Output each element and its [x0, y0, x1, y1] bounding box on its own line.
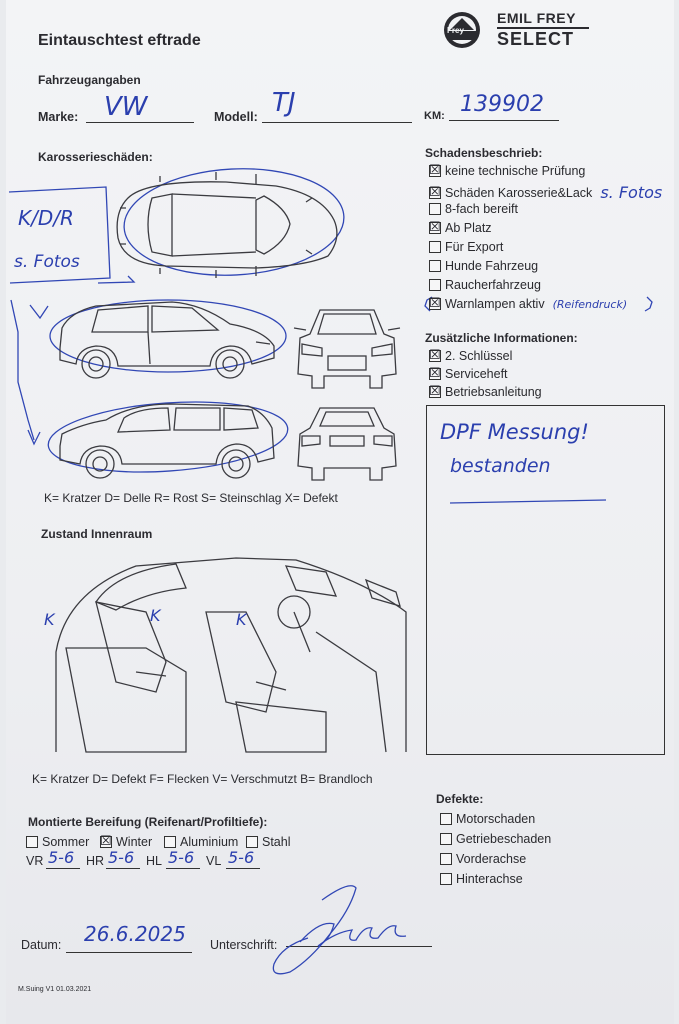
extra-info-item-0-label: 2. Schlüssel: [445, 349, 513, 363]
tire-type-1: [100, 835, 152, 849]
model-label: Modell:: [214, 110, 258, 124]
damage-item-3-checkbox[interactable]: [429, 219, 441, 234]
damage-item-0-label: keine technische Prüfung: [445, 164, 586, 178]
check-mark-icon: ☒: [100, 833, 112, 848]
damage-item-5-label: Hunde Fahrzeug: [445, 259, 539, 273]
damage-item-2-checkbox[interactable]: [429, 203, 441, 215]
tire-type-0-label: Sommer: [42, 835, 90, 849]
damage-item-2: [429, 202, 518, 216]
damage-item-4-label: Für Export: [445, 240, 504, 254]
extra-info-item-1-checkbox[interactable]: [429, 365, 441, 380]
tire-depth-line: [106, 868, 140, 869]
tire-type-2-checkbox[interactable]: [164, 836, 176, 848]
form-title: Eintauschtest eftrade: [38, 32, 201, 49]
extra-info-item-1-label: Serviceheft: [445, 367, 508, 381]
car-left-side-diagram: [52, 298, 282, 380]
tire-type-2-label: Aluminium: [180, 835, 239, 849]
damage-item-1-note: s. Fotos: [600, 183, 663, 202]
extra-info-item-0: [429, 349, 512, 363]
model-value: TJ: [272, 88, 296, 118]
brand-line-1: EMIL FREY: [497, 10, 576, 26]
tire-depth-hl[interactable]: [146, 848, 206, 872]
defects-heading: Defekte:: [436, 792, 484, 806]
damage-item-7-checkbox[interactable]: [429, 295, 441, 310]
damage-item-6-label: Raucherfahrzeug: [445, 278, 541, 292]
defect-item-1: [440, 832, 551, 846]
damage-desc-heading: Schadensbeschrieb:: [425, 146, 543, 160]
notes-line-2: bestanden: [450, 455, 551, 477]
tire-type-2: [164, 835, 238, 849]
defect-item-0: [440, 812, 535, 826]
notes-line-1: DPF Messung!: [440, 420, 589, 444]
damage-item-7: [429, 297, 627, 311]
tire-type-3-label: Stahl: [262, 835, 291, 849]
check-mark-icon: ☒: [429, 183, 441, 199]
defect-item-2-checkbox[interactable]: [440, 853, 452, 865]
tires-heading: Montierte Bereifung (Reifenart/Profiltiefe):: [28, 815, 268, 829]
tire-depth-label: VL: [206, 854, 222, 868]
extra-info-item-0-checkbox[interactable]: [429, 347, 441, 362]
extra-info-item-2-label: Betriebsanleitung: [445, 385, 542, 399]
defect-item-1-label: Getriebeschaden: [456, 832, 552, 846]
brand-line-2: SELECT: [497, 29, 575, 49]
handwritten-signature: [260, 880, 420, 980]
check-mark-icon: ☒: [429, 219, 441, 234]
body-note-1: K/D/R: [18, 206, 74, 230]
defect-item-3: [440, 872, 523, 886]
damage-item-6: [429, 278, 541, 292]
form-sheet: [6, 0, 674, 1024]
tire-type-0: [26, 835, 89, 849]
interior-mark-2: K: [150, 606, 161, 625]
damage-item-5-checkbox[interactable]: [429, 260, 441, 272]
defect-item-1-checkbox[interactable]: [440, 833, 452, 845]
tire-depth-label: HL: [146, 854, 162, 868]
tire-depth-value: 5-6: [228, 848, 255, 867]
defect-item-0-label: Motorschaden: [456, 812, 536, 826]
extra-info-item-2: [429, 385, 542, 399]
tire-depth-value: 5-6: [48, 848, 75, 867]
tire-depth-label: HR: [86, 854, 105, 868]
damage-item-1: [429, 183, 662, 202]
damage-item-6-checkbox[interactable]: [429, 279, 441, 291]
tire-depth-hr[interactable]: [86, 848, 146, 872]
damage-item-2-label: 8-fach bereift: [445, 202, 518, 216]
extra-info-item-1: [429, 367, 508, 381]
tire-type-1-label: Winter: [116, 835, 153, 849]
tire-type-0-checkbox[interactable]: [26, 836, 38, 848]
defect-item-0-checkbox[interactable]: [440, 813, 452, 825]
check-mark-icon: ☒: [429, 347, 441, 362]
car-top-view-diagram: [106, 168, 346, 278]
damage-item-4-checkbox[interactable]: [429, 241, 441, 253]
body-damage-legend: K= Kratzer D= Delle R= Rost S= Steinschlag X= Defekt: [44, 491, 338, 505]
damage-item-3: [429, 221, 492, 235]
check-mark-icon: ☒: [429, 365, 441, 380]
defect-item-2-label: Vorderachse: [456, 852, 527, 866]
km-value: 139902: [460, 92, 544, 117]
date-label: Datum:: [21, 938, 62, 952]
make-label: Marke:: [38, 110, 79, 124]
logo-text: Frey: [447, 26, 464, 35]
check-mark-icon: ☒: [429, 383, 441, 398]
tire-type-3-checkbox[interactable]: [246, 836, 258, 848]
make-value: VW: [104, 92, 148, 122]
damage-item-4: [429, 240, 503, 254]
check-mark-icon: ☒: [429, 295, 441, 310]
tire-depth-line: [166, 868, 200, 869]
check-mark-icon: ☒: [429, 162, 441, 177]
body-damage-heading: Karosserieschäden:: [38, 150, 153, 164]
signature-label: Unterschrift:: [210, 938, 278, 952]
damage-item-1-label: Schäden Karosserie&Lack: [445, 185, 593, 200]
tire-depth-vl[interactable]: [206, 848, 266, 872]
extra-info-heading: Zusätzliche Informationen:: [425, 331, 578, 345]
car-front-view-diagram: [292, 304, 402, 390]
interior-mark-3: K: [236, 610, 247, 629]
tire-type-3: [246, 835, 291, 849]
car-interior-diagram: [36, 552, 416, 762]
interior-mark-1: K: [44, 610, 55, 629]
car-rear-view-diagram: [292, 404, 402, 484]
interior-heading: Zustand Innenraum: [41, 527, 153, 541]
footer-code: M.Suing V1 01.03.2021: [18, 986, 92, 993]
damage-item-0-checkbox[interactable]: [429, 162, 441, 177]
defect-item-3-label: Hinterachse: [456, 872, 523, 886]
car-right-side-diagram: [52, 398, 282, 480]
damage-item-0: [429, 164, 585, 178]
tire-depth-value: 5-6: [108, 848, 135, 867]
damage-item-3-label: Ab Platz: [445, 221, 492, 235]
extra-info-item-2-checkbox[interactable]: [429, 383, 441, 398]
tire-depth-line: [46, 868, 80, 869]
damage-item-7-note: (Reifendruck): [552, 297, 628, 311]
tire-type-1-checkbox[interactable]: [100, 833, 112, 848]
date-field[interactable]: [66, 952, 192, 953]
damage-item-5: [429, 259, 538, 273]
damage-item-1-checkbox[interactable]: [429, 183, 441, 199]
defect-item-3-checkbox[interactable]: [440, 873, 452, 885]
tire-depth-line: [226, 868, 260, 869]
tire-depth-value: 5-6: [168, 848, 195, 867]
date-value: 26.6.2025: [84, 922, 186, 946]
defect-item-2: [440, 852, 526, 866]
km-label: KM:: [424, 110, 445, 122]
tire-depth-label: VR: [26, 854, 44, 868]
damage-item-7-label: Warnlampen aktiv: [445, 297, 545, 311]
interior-legend: K= Kratzer D= Defekt F= Flecken V= Verschmutzt B= Brandloch: [32, 772, 373, 786]
tire-depth-vr[interactable]: [26, 848, 86, 872]
vehicle-section-heading: Fahrzeugangaben: [38, 73, 141, 87]
body-note-2: s. Fotos: [14, 252, 80, 272]
